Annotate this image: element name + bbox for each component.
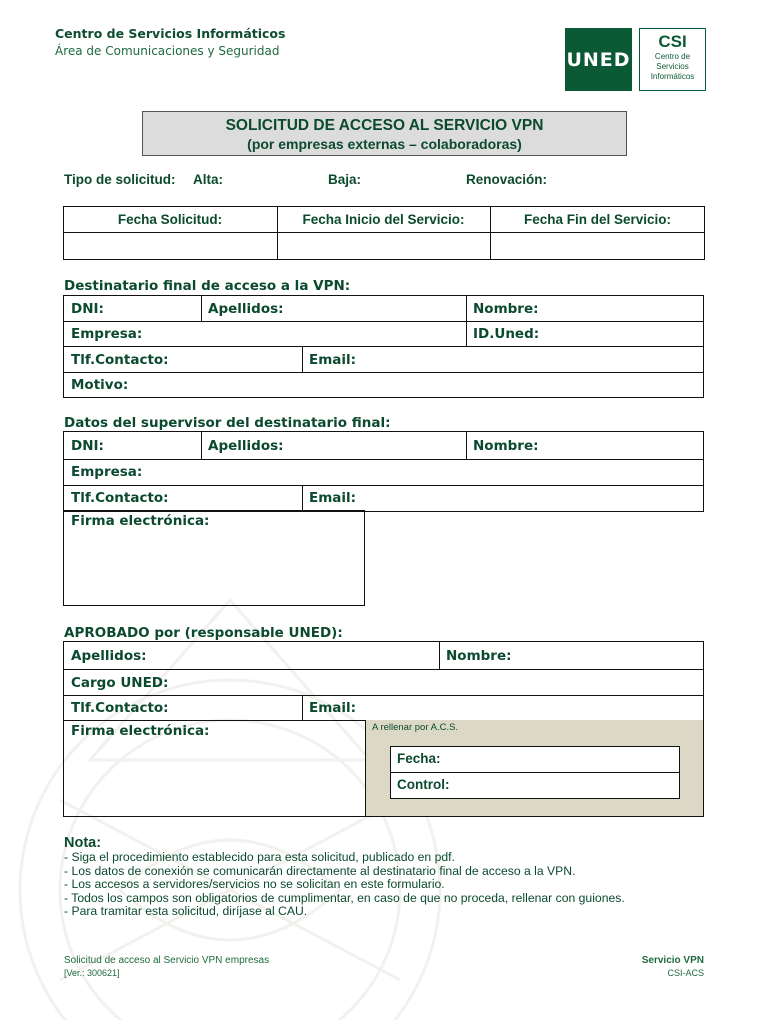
form-title-box bbox=[142, 111, 627, 156]
dest-dni-field[interactable]: DNI: bbox=[71, 301, 104, 317]
dest-row-line-2 bbox=[63, 346, 704, 347]
form-title: SOLICITUD DE ACCESO AL SERVICIO VPN bbox=[225, 117, 544, 134]
acs-control-field[interactable]: Control: bbox=[397, 777, 450, 792]
fecha-solicitud-header: Fecha Solicitud: bbox=[117, 212, 223, 227]
sup-empresa-field[interactable]: Empresa: bbox=[71, 464, 143, 480]
apr-col-line-1 bbox=[439, 641, 440, 669]
dest-row-line-3 bbox=[63, 372, 704, 373]
sup-apellidos-field[interactable]: Apellidos: bbox=[208, 438, 284, 454]
sup-tlf-field[interactable]: Tlf.Contacto: bbox=[71, 490, 169, 506]
csi-logo-line-3: Informáticos bbox=[650, 72, 695, 81]
sup-email-field[interactable]: Email: bbox=[309, 490, 357, 506]
sup-col-line-1 bbox=[201, 431, 202, 459]
apr-apellidos-field[interactable]: Apellidos: bbox=[71, 648, 147, 664]
uned-logo-text: UNED bbox=[566, 48, 631, 71]
nota-item-3: - Los accesos a servidores/servicios no se solicitan en este formulario. bbox=[64, 877, 445, 891]
sup-col-line-3 bbox=[302, 485, 303, 512]
fecha-solicitud-input[interactable] bbox=[65, 234, 275, 258]
destinatario-heading: Destinatario final de acceso a la VPN: bbox=[64, 278, 351, 294]
sup-row-line-1 bbox=[63, 459, 704, 460]
tipo-solicitud-label: Tipo de solicitud: bbox=[64, 172, 176, 187]
fechas-divider bbox=[63, 232, 705, 233]
org-name: Centro de Servicios Informáticos bbox=[55, 26, 286, 41]
fecha-inicio-input[interactable] bbox=[279, 234, 488, 258]
area-name: Área de Comunicaciones y Seguridad bbox=[55, 44, 280, 58]
fecha-inicio-header: Fecha Inicio del Servicio: bbox=[302, 212, 465, 227]
tipo-baja-field[interactable]: Baja: bbox=[328, 172, 362, 187]
nota-item-5: - Para tramitar esta solicitud, diríjase al CAU. bbox=[64, 904, 308, 918]
footer-version: [Ver.: 300621] bbox=[64, 968, 120, 978]
dest-email-field[interactable]: Email: bbox=[309, 352, 357, 368]
form-subtitle: (por empresas externas – colaboradoras) bbox=[247, 136, 522, 152]
footer-code: CSI-ACS bbox=[667, 968, 704, 978]
csi-logo bbox=[639, 28, 706, 91]
nota-item-2: - Los datos de conexión se comunicarán directamente al destinatario final de acceso a la VPN. bbox=[64, 863, 576, 878]
apr-row-line-2 bbox=[63, 695, 704, 696]
apr-firma-label[interactable]: Firma electrónica: bbox=[71, 723, 210, 739]
nota-item-4: - Todos los campos son obligatorios de cumplimentar, en caso de que no proceda, rellenar con guiones. bbox=[64, 890, 625, 905]
dest-col-line-3 bbox=[302, 346, 303, 372]
apr-nombre-field[interactable]: Nombre: bbox=[446, 648, 512, 664]
sup-row-line-2 bbox=[63, 485, 704, 486]
dest-apellidos-field[interactable]: Apellidos: bbox=[208, 301, 284, 317]
dest-empresa-field[interactable]: Empresa: bbox=[71, 326, 143, 342]
uned-logo bbox=[565, 28, 632, 91]
apr-col-line-2 bbox=[302, 695, 303, 720]
dest-id-uned-field[interactable]: ID.Uned: bbox=[473, 326, 540, 342]
sup-firma-label: Firma electrónica: bbox=[71, 513, 210, 529]
csi-logo-line-1: Centro de bbox=[654, 52, 691, 61]
csi-logo-title: CSI bbox=[658, 32, 687, 51]
apr-row-line-1 bbox=[63, 669, 704, 670]
sup-dni-field[interactable]: DNI: bbox=[71, 438, 104, 454]
footer-service: Servicio VPN bbox=[641, 955, 704, 966]
dest-motivo-field[interactable]: Motivo: bbox=[71, 377, 129, 393]
fecha-fin-header: Fecha Fin del Servicio: bbox=[523, 212, 672, 227]
dest-tlf-field[interactable]: Tlf.Contacto: bbox=[71, 352, 169, 368]
apr-tlf-field[interactable]: Tlf.Contacto: bbox=[71, 700, 169, 716]
sup-nombre-field[interactable]: Nombre: bbox=[473, 438, 539, 454]
dest-row-line-1 bbox=[63, 321, 704, 322]
sup-col-line-2 bbox=[466, 431, 467, 459]
fecha-fin-input[interactable] bbox=[492, 234, 703, 258]
nota-heading: Nota: bbox=[64, 835, 102, 851]
nota-list bbox=[64, 851, 625, 919]
supervisor-heading: Datos del supervisor del destinatario final: bbox=[64, 415, 391, 431]
dest-col-line-2 bbox=[466, 295, 467, 346]
acs-note: A rellenar por A.C.S. bbox=[372, 722, 459, 733]
tipo-renovacion-field[interactable]: Renovación: bbox=[466, 172, 548, 187]
csi-logo-line-2: Servicios bbox=[656, 62, 689, 71]
aprobado-heading: APROBADO por (responsable UNED): bbox=[64, 625, 343, 641]
dest-nombre-field[interactable]: Nombre: bbox=[473, 301, 539, 317]
dest-col-line-1 bbox=[201, 295, 202, 321]
acs-fecha-field[interactable]: Fecha: bbox=[397, 751, 441, 766]
acs-inner-divider bbox=[390, 772, 680, 773]
apr-email-field[interactable]: Email: bbox=[309, 700, 357, 716]
footer-doc-title: Solicitud de acceso al Servicio VPN empresas bbox=[64, 955, 270, 966]
nota-item-1: - Siga el procedimiento establecido para esta solicitud, publicado en pdf. bbox=[64, 850, 455, 864]
tipo-alta-field[interactable]: Alta: bbox=[193, 172, 223, 187]
apr-cargo-field[interactable]: Cargo UNED: bbox=[71, 675, 169, 691]
